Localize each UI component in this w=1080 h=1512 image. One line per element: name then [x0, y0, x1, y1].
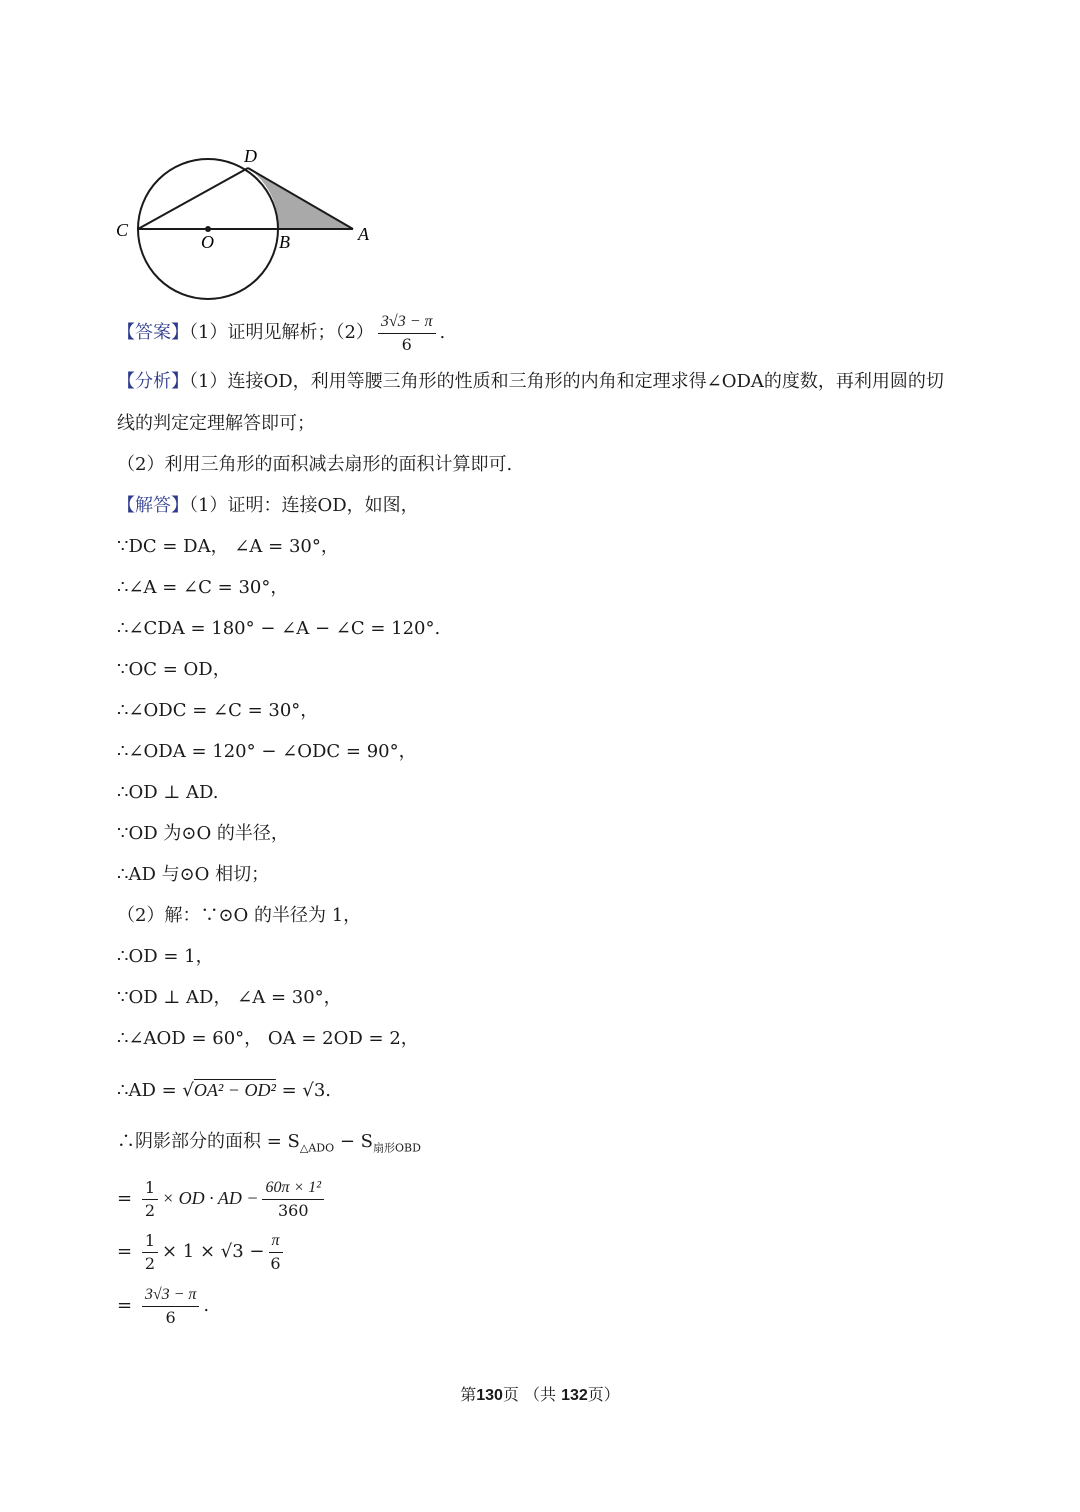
solution-step: ∴OD = 1， — [117, 946, 214, 967]
answer-fraction: $\frac{3√3 - \pi}{6}$ — [378, 313, 436, 353]
shaded-area-line: ∴阴影部分的面积 = $S_{\triangle ADO} - S_{扇形OBD}$ — [117, 1131, 421, 1155]
answer-part1: （1）证明见解析；（2） — [189, 322, 374, 344]
solution-step: ∴∠ODC = ∠C = 30°， — [117, 700, 319, 721]
solution-step: ∵OD ⊥ AD， ∠A = 30°， — [117, 987, 342, 1008]
answer-line — [117, 313, 445, 353]
calc-line-1: = $\frac{1}{2}$ × OD · AD − $\frac{\text{60π × 1²}}{360}$ — [117, 1176, 328, 1220]
solution-step: ∵OD 为⊙O 的半径， — [117, 823, 289, 844]
label-c: C — [116, 220, 129, 240]
total-pages: 132 — [561, 1387, 588, 1404]
label-b: B — [279, 232, 290, 252]
label-a: A — [358, 224, 369, 244]
analysis-line-3: （2）利用三角形的面积减去扇形的面积计算即可. — [117, 454, 513, 475]
solution-step: ∴∠ODA = 120° − ∠ODC = 90°， — [117, 741, 417, 762]
analysis-line-2: 线的判定定理解答即可； — [117, 413, 315, 434]
solution-step: ∴AD 与⊙O 相切； — [117, 864, 270, 885]
solution-step: ∴OD ⊥ AD. — [117, 782, 219, 803]
solution-head: 【解答】（1）证明：连接OD，如图， — [117, 495, 419, 516]
segment-cd — [138, 168, 248, 229]
calc-line-3: = $\frac{3√3 - \pi}{6}$ . — [117, 1285, 210, 1327]
page-number: 130 — [476, 1387, 503, 1404]
ad-length-line: ∴AD = √OA² − OD² = √3. — [117, 1080, 332, 1101]
solution-step: ∴∠AOD = 60°， OA = 2OD = 2， — [117, 1028, 419, 1049]
solution-step: ∵DC = DA， ∠A = 30°， — [117, 536, 339, 557]
analysis-line-1: 【分析】（1）连接OD，利用等腰三角形的性质和三角形的内角和定理求得∠ODA的度数，再利用圆的切 — [117, 371, 944, 392]
calc-line-2: = $\frac{1}{2}$ × 1 × √3 − $\frac{\pi}{6}$ — [117, 1230, 281, 1273]
solution-step: （2）解：∵⊙O 的半径为 1， — [117, 905, 362, 926]
solution-tag: 【解答】 — [117, 495, 189, 516]
solution-step: ∵OC = OD， — [117, 659, 231, 680]
page-footer: 第130页 （共 132页） — [460, 1385, 620, 1404]
answer-tag: 【答案】 — [117, 322, 189, 344]
solution-step: ∴∠A = ∠C = 30°， — [117, 577, 289, 598]
label-d: D — [244, 146, 257, 166]
solution-step: ∴∠CDA = 180° − ∠A − ∠C = 120°. — [117, 618, 441, 639]
label-o: O — [201, 232, 214, 252]
answer-end: . — [439, 322, 446, 344]
geometry-figure — [110, 140, 390, 305]
analysis-tag: 【分析】 — [117, 371, 189, 392]
